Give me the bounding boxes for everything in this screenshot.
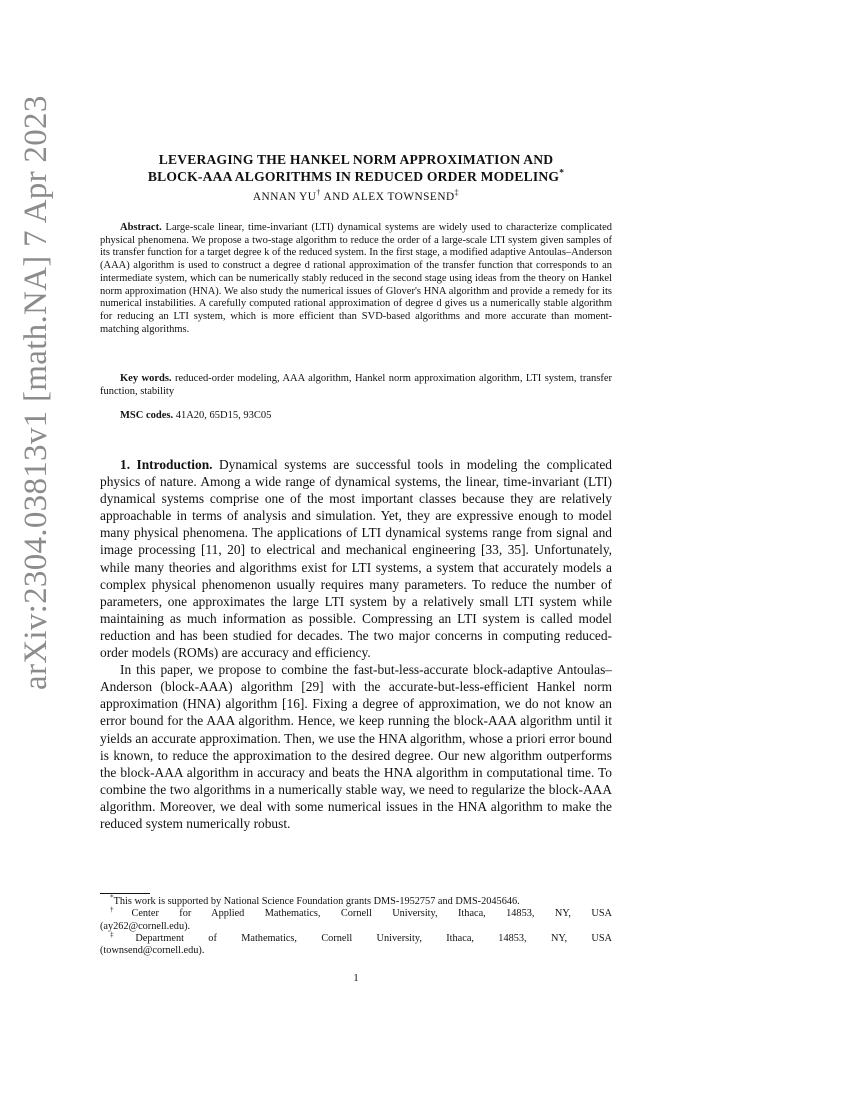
title-footnote-mark: *: [559, 168, 565, 179]
footnote-2-email: (ay262@cornell.edu).: [100, 920, 191, 932]
footnote-2-text: Center for Applied Mathematics, Cornell University, Ithaca, 14853, NY, USA: [131, 908, 612, 920]
keywords-label: Key words.: [120, 373, 172, 384]
keywords-text: reduced-order modeling, AAA algorithm, Hankel norm approximation algorithm, LTI system, transfer function, stability: [100, 373, 612, 397]
author-1: ANNAN YU: [252, 191, 317, 203]
abstract: [100, 222, 612, 336]
msc-codes: [100, 410, 612, 423]
footnotes: [100, 893, 612, 957]
introduction-section: [100, 456, 612, 832]
arxiv-side-stamp: arXiv:2304.03813v1 [math.NA] 7 Apr 2023: [18, 95, 54, 690]
footnote-2: [100, 905, 612, 920]
footnote-1: [100, 893, 612, 908]
intro-paragraph-1-text: Dynamical systems are successful tools in modeling the complicated physics of nature. Among a wide range of dynamical systems, the linear, time-invariant (LTI) dynamical systems comprise one of the most important classes because they are relatively approachable in terms of analysis and simulation. Yet, they are expressive enough to model many physical phenomena. The applications of LTI dynamical systems range from signal and image processing [11, 20] to electrical and mechanical engineering [33, 35]. Unfortunately, while many theories and algorithms exist for LTI systems, a system that accurately models a complex physical phenomenon usually requires many parameters. To reduce the number of parameters, one approximates the large LTI system by a relatively small LTI system while maintaining as much information as possible. Compressing an LTI system is called model reduction and has been studied for decades. The two major concerns in computing reduced-order models (ROMs) are accuracy and efficiency.: [100, 457, 613, 661]
abstract-label: Abstract.: [120, 222, 162, 233]
footnote-rule: [100, 893, 150, 894]
footnote-3-email: (townsend@cornell.edu).: [100, 945, 205, 957]
abstract-text: Large-scale linear, time-invariant (LTI) dynamical systems are widely used to characterize complicated physical phenomena. We propose a two-stage algorithm to reduce the order of a large-scale LTI system given samples of its transfer function for a target degree k of the reduced system. In the first stage, a modified adaptive Antoulas–Anderson (AAA) algorithm is used to construct a degree d rational approximation of the transfer function that corresponds to an intermediate system, which can be numerically stably reduced in the second stage using ideas from the theory on Hankel norm approximation (HNA). We also study the numerical issues of Glover's HNA algorithm and provide a remedy for its numerical instabilities. A carefully computed rational approximation of degree d gives us a numerically stable algorithm for reducing an LTI system, which is more efficient than SVD-based algorithms and more accurate than moment-matching algorithms.: [100, 222, 612, 335]
msc-label: MSC codes.: [120, 410, 174, 421]
footnote-2-mark: †: [110, 905, 132, 914]
footnote-1-text: This work is supported by National Science Foundation grants DMS-1952757 and DMS-2045646.: [113, 896, 520, 907]
intro-paragraph-2: In this paper, we propose to combine the fast-but-less-accurate block-adaptive Antoulas–Anderson (block-AAA) algorithm [29] with the accurate-but-less-efficient Hankel norm approximation (HNA) algorithm [16]. Fixing a degree of approximation, we do not know an error bound for the AAA algorithm. Hence, we keep running the block-AAA algorithm until it yields an accurate approximation. Then, we use the HNA algorithm, whose a priori error bound is known, to reduce the approximation to the desired degree. Our new algorithm outperforms the block-AAA algorithm in accuracy and beats the HNA algorithm in computational time. To combine the two algorithms in a numerically stable way, we need to regularize the block-AAA algorithm. Moreover, we deal with some numerical issues in the HNA algorithm to make the reduced system numerically robust.: [100, 662, 612, 831]
title-line-1: LEVERAGING THE HANKEL NORM APPROXIMATION AND: [158, 152, 554, 167]
msc-text: 41A20, 65D15, 93C05: [175, 410, 272, 421]
page-number: 1: [353, 972, 359, 984]
footnote-3-mark: ‡: [110, 930, 136, 939]
title-line-2: [100, 168, 612, 185]
keywords: [100, 373, 612, 398]
author-connector: AND: [320, 191, 353, 203]
footnote-3-text: Department of Mathematics, Cornell University, Ithaca, 14853, NY, USA: [135, 932, 612, 944]
title-line-2-text: BLOCK-AAA ALGORITHMS IN REDUCED ORDER MODELING: [147, 169, 560, 184]
paper-title: [100, 151, 612, 185]
footnote-1-mark: *: [110, 893, 114, 902]
author-line: [100, 188, 612, 203]
author-1-mark: †: [316, 188, 321, 198]
intro-paragraph-1: [100, 456, 612, 661]
footnote-3: [100, 930, 612, 945]
author-2: ALEX TOWNSEND: [352, 191, 455, 203]
section-heading: 1. Introduction.: [120, 457, 213, 472]
author-2-mark: ‡: [454, 188, 460, 198]
